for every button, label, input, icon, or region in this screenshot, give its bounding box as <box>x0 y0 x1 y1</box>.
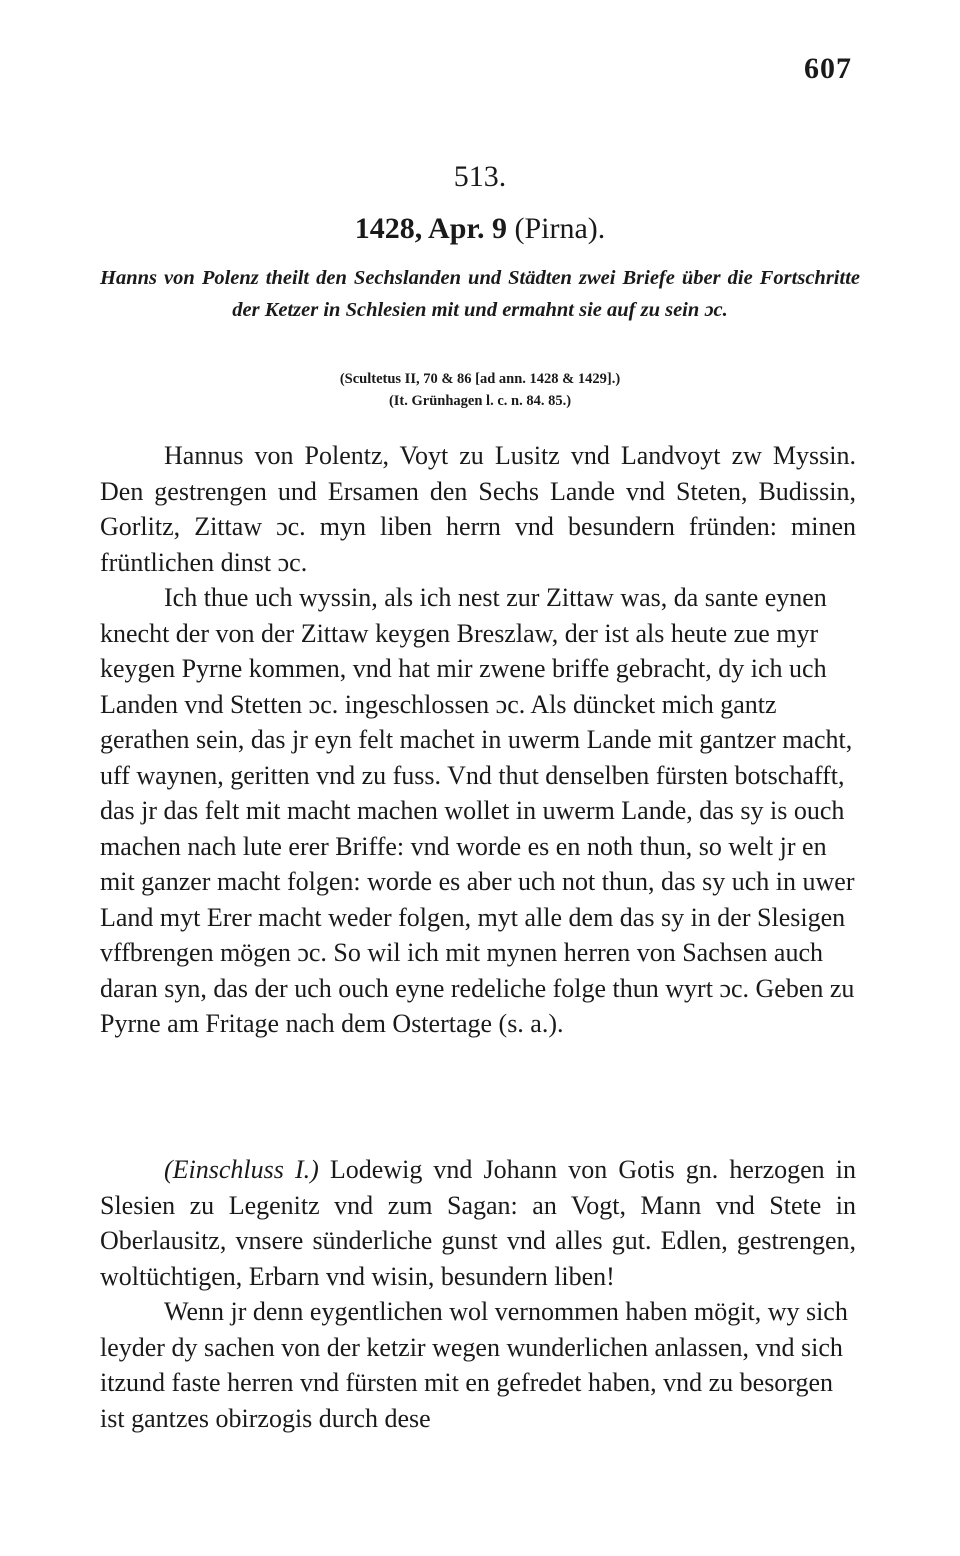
enclosure-second-paragraph: Wenn jr denn eygentlichen wol vernommen haben mögit, wy sich leyder dy sachen von der ketzir wegen wunderlichen anlassen, vnd sich itzund faste herren vnd fürsten mit en gefredet haben, vnd zu besorgen ist gantzes obirzogis durch dese <box>100 1297 848 1433</box>
letter-address-paragraph: Hannus von Polentz, Voyt zu Lusitz vnd Landvoyt zw Myssin. Den gestrengen und Ersamen den Sechs Lande vnd Steten, Budissin, Gorlitz, Zittaw ɔc. myn liben herrn vnd besundern fründen: minen früntlichen dinst ɔc. <box>100 441 856 577</box>
document-place: (Pirna). <box>514 212 606 245</box>
source-references <box>0 368 960 412</box>
enclosure-first-paragraph-text: Lodewig vnd Johann von Gotis gn. herzogen in Slesien zu Legenitz vnd zum Sagan: an Vogt, Mann vnd Stete in Oberlausitz, vnsere sünderliche gunst vnd alles gut. Edlen, gestrengen, woltüchtigen, Erbarn vnd wisin, besundern liben! <box>100 1155 856 1291</box>
enclosure-first-paragraph <box>100 1152 856 1294</box>
document-number: 513. <box>453 160 507 193</box>
document-date: 1428, Apr. 9 <box>354 212 507 245</box>
page-number: 607 <box>804 52 852 85</box>
enclosure-body <box>100 1152 856 1436</box>
letter-main-paragraph: Ich thue uch wyssin, als ich nest zur Zittaw was, da sante eynen knecht der von der Zittaw keygen Breszlaw, der ist als heute zue myr keygen Pyrne kommen, vnd hat mir zwene briffe gebracht, dy ich uch Landen vnd Stetten ɔc. ingeschlossen ɔc. Als düncket mich gantz gerathen sein, das jr eyn felt machet in uwerm Lande mit gantzer macht, uff waynen, geritten vnd zu fuss. Vnd thut denselben fürsten botschafft, das jr das felt mit macht machen wollet in uwerm Lande, das sy is ouch machen nach lute erer Briffe: vnd worde es en noth thun, so welt jr en mit ganzer macht folgen: worde es aber uch not thun, das sy uch in uwer Land myt Erer macht weder folgen, myt alle dem das sy in der Slesigen vffbrengen mögen ɔc. So wil ich mit mynen herren von Sachsen auch daran syn, das der uch ouch eyne redeliche folge thun wyrt ɔc. Geben zu Pyrne am Fritage nach dem Ostertage (s. a.). <box>100 583 855 1038</box>
source-reference: (Scultetus II, 70 & 86 [ad ann. 1428 & 1429].) <box>339 371 621 387</box>
date-line <box>0 212 960 246</box>
source-reference: (It. Grünhagen l. c. n. 84. 85.) <box>388 393 572 409</box>
enclosure-label: (Einschluss I.) <box>164 1155 319 1184</box>
letter-body <box>100 438 856 1042</box>
document-summary: Hanns von Polenz theilt den Sechslanden und Städten zwei Briefe über die Fortschritte der Ketzer in Schlesien mit und ermahnt sie auf zu sein ɔc. <box>100 267 860 321</box>
